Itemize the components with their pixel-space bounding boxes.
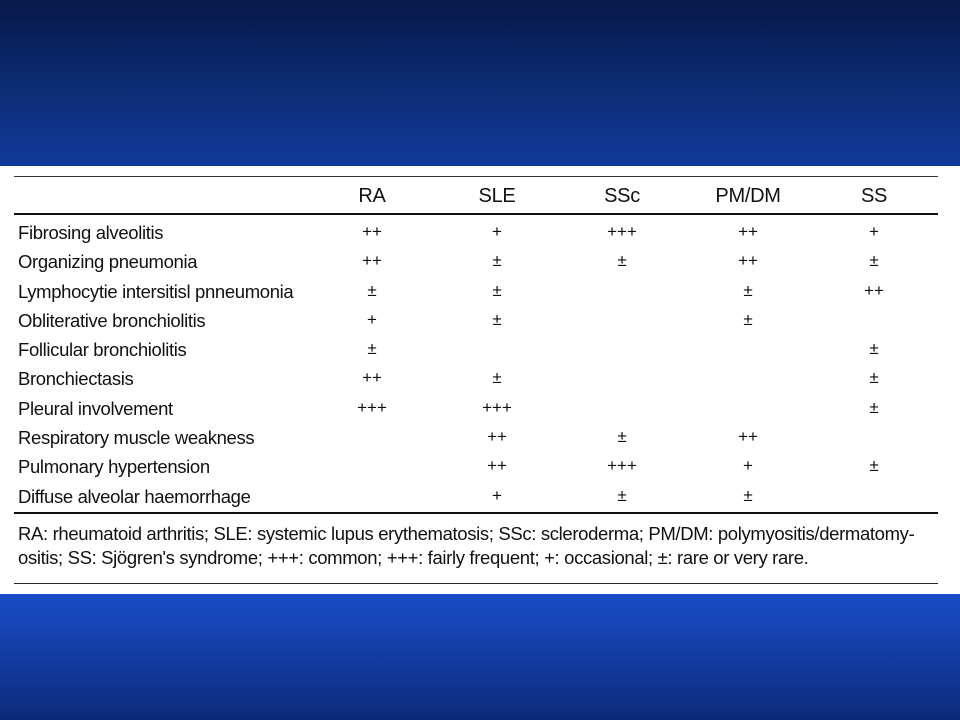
table-row (0, 277, 960, 306)
row-label: Fibrosing alveolitis (18, 222, 164, 243)
cell-pm-dm: ++ (738, 427, 758, 447)
cell-ss: ± (869, 251, 879, 271)
top-banner (0, 0, 960, 166)
footnote-line: RA: rheumatoid arthritis; SLE: systemic lupus erythematosis; SSc: scleroderma; PM/DM: polymyositis/dermatomy- (18, 523, 915, 544)
row-label: Organizing pneumonia (18, 251, 198, 273)
footnote-rule (14, 512, 938, 514)
cell-sle: ± (492, 309, 502, 329)
table-row (0, 452, 960, 481)
cell-pm-dm: ++ (738, 251, 758, 271)
row-label: Respiratory muscle weakness (18, 427, 255, 449)
cell-ra: ± (367, 339, 377, 359)
table-row (0, 482, 960, 511)
table-row (0, 364, 960, 393)
cell-ra: ± (367, 280, 377, 300)
cell-ss: ± (869, 368, 879, 388)
row-label: Lymphocytie intersitisl pnneumonia (18, 280, 294, 302)
bottom-banner (0, 594, 960, 720)
table-row (0, 306, 960, 335)
header-rule (14, 213, 938, 215)
cell-ssc: +++ (607, 456, 637, 476)
table-row (0, 247, 960, 276)
cell-ra: + (367, 309, 377, 329)
cell-ssc: ± (617, 485, 627, 505)
cell-sle: + (492, 485, 502, 505)
cell-ssc: +++ (607, 222, 637, 241)
cell-ra: ++ (362, 251, 382, 271)
cell-sle: ± (492, 280, 502, 300)
table-row (0, 423, 960, 452)
cell-ra: ++ (362, 222, 382, 241)
footnote (18, 522, 943, 570)
cell-pm-dm: + (743, 456, 753, 476)
header-ssc: SSc (604, 185, 640, 207)
table-row (0, 335, 960, 364)
cell-ss: ++ (864, 280, 884, 300)
cell-ss: + (869, 222, 879, 241)
cell-pm-dm: ± (743, 485, 753, 505)
row-label: Follicular bronchiolitis (18, 339, 187, 361)
cell-sle: +++ (482, 397, 512, 417)
bottom-rule (14, 583, 938, 584)
header-sle: SLE (478, 185, 516, 207)
row-label: Diffuse alveolar haemorrhage (18, 485, 251, 507)
header-ss: SS (860, 185, 888, 207)
header-ra: RA (358, 185, 386, 207)
top-rule (14, 176, 938, 177)
cell-ss: ± (869, 339, 879, 359)
cell-ra: ++ (362, 368, 382, 388)
cell-ssc: ± (617, 427, 627, 447)
cell-ra: +++ (357, 397, 387, 417)
table-row (0, 218, 960, 247)
table-body (0, 218, 960, 511)
row-label: Pulmonary hypertension (18, 456, 210, 478)
row-label: Pleural involvement (18, 397, 173, 419)
cell-pm-dm: ++ (738, 222, 758, 241)
footnote-line: ositis; SS: Sjögren's syndrome; +++: common; +++: fairly frequent; +: occasional; ±: rare or very rare. (18, 547, 809, 568)
cell-ss: ± (869, 456, 879, 476)
row-label: Obliterative bronchiolitis (18, 309, 206, 331)
cell-sle: ++ (487, 427, 507, 447)
table-panel (0, 166, 960, 594)
table-row (0, 394, 960, 423)
cell-ssc: ± (617, 251, 627, 271)
row-label: Bronchiectasis (18, 368, 134, 390)
cell-sle: ± (492, 368, 502, 388)
cell-ss: ± (869, 397, 879, 417)
cell-pm-dm: ± (743, 280, 753, 300)
cell-pm-dm: ± (743, 309, 753, 329)
cell-sle: ± (492, 251, 502, 271)
cell-sle: + (492, 222, 502, 241)
cell-sle: ++ (487, 456, 507, 476)
header-pm-dm: PM/DM (715, 185, 781, 207)
